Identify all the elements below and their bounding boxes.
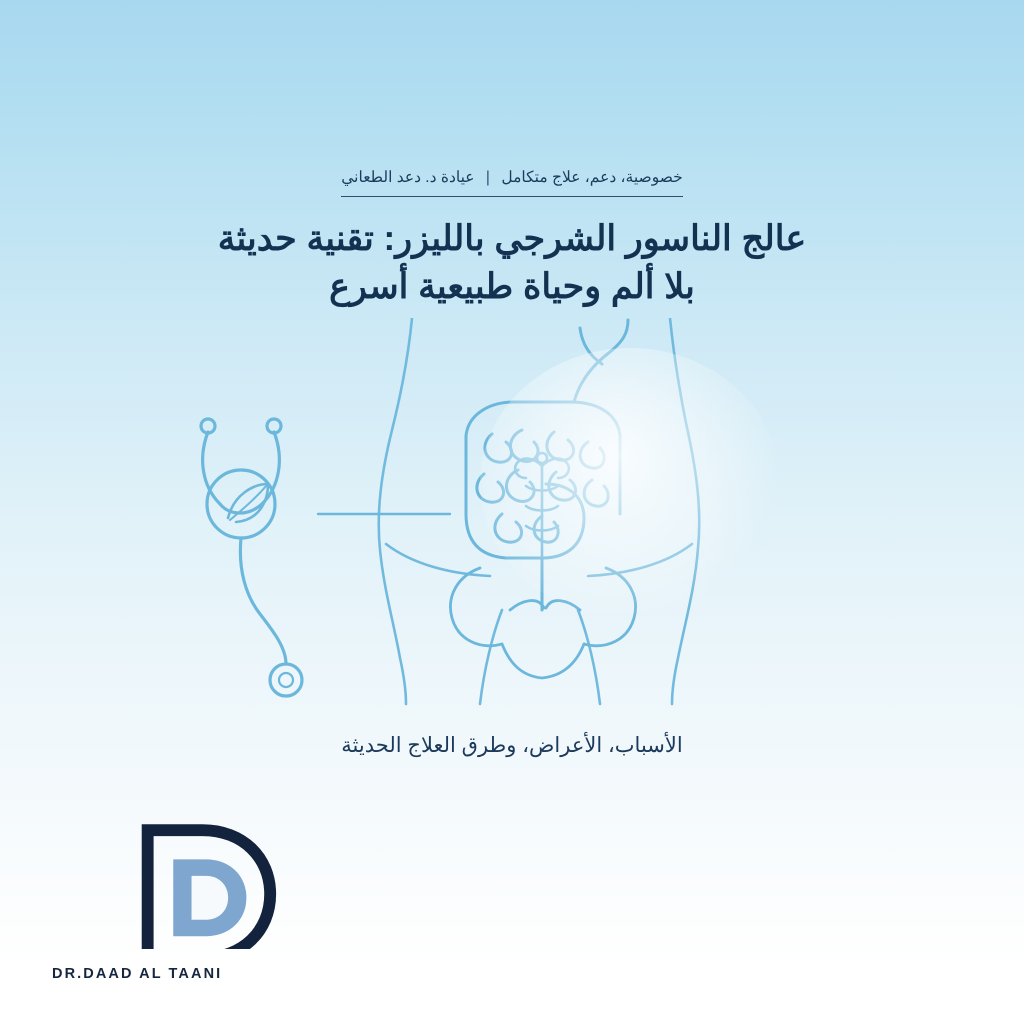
brand-logo bbox=[52, 821, 282, 982]
headline-line-1: عالج الناسور الشرجي بالليزر: تقنية حديثة bbox=[217, 219, 807, 258]
stethoscope-leaf-icon bbox=[201, 419, 302, 696]
kicker-left-text: عيادة د. دعد الطعاني bbox=[341, 169, 475, 186]
clinic-kicker bbox=[341, 168, 683, 197]
headline-line-2: بلا ألم وحياة طبيعية أسرع bbox=[329, 267, 695, 307]
intestines-icon bbox=[466, 320, 628, 610]
illustration-svg bbox=[150, 318, 890, 718]
letter-d-monogram-icon bbox=[134, 821, 282, 949]
subtitle-text: الأسباب، الأعراض، وطرق العلاج الحديثة bbox=[341, 734, 683, 757]
page-title bbox=[132, 215, 892, 312]
kicker-right-text: خصوصية، دعم، علاج متكامل bbox=[501, 169, 683, 186]
header-block bbox=[0, 168, 1024, 312]
kicker-divider: | bbox=[485, 169, 491, 186]
brand-name: DR.DAAD AL TAANI bbox=[52, 966, 223, 982]
medical-illustration bbox=[150, 318, 890, 718]
caduceus-icon bbox=[515, 453, 569, 556]
